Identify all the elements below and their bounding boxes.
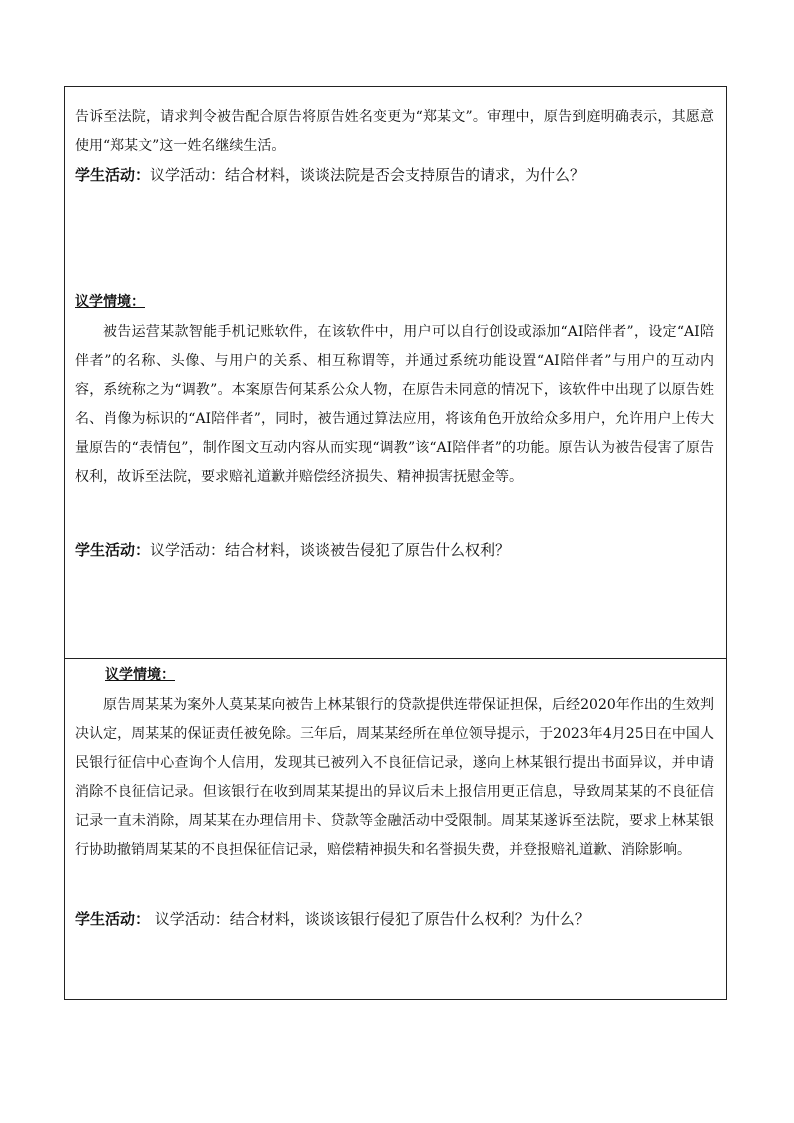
table-row [65,87,726,658]
activity-text: 议学活动：结合材料，谈谈法院是否会支持原告的请求，为什么？ [150,166,586,184]
scenario-paragraph-2: 原告周某某为案外人莫某某向被告上林某银行的贷款提供连带保证担保，后经2020年作出的生效判决认定，周某某的保证责任被免除。三年后，周某某经所在单位领导提示，于2023年4月25日在中国人民银行征信中心查询个人信用，发现其已被列入不良征信记录，遂向上林某银行提出书面异议，并申请消除不良征信记录。但该银行在收到周某某提出的异议后未上报信用更正信息，导致周某某的不良征信记录一直未消除，周某某在办理信用卡、贷款等金融活动中受限制。周某某遂诉至法院，要求上林某银行协助撤销周某某的不良担保征信记录，赔偿精神损失和名誉损失费，并登报赔礼道歉、消除影响。 [75,697,714,858]
continued-case-text: 告诉至法院，请求判令被告配合原告将原告姓名变更为“郑某文”。审理中，原告到庭明确表示，其愿意使用“郑某文”这一姓名继续生活。 [75,109,714,154]
table-row [65,658,726,1001]
heading-text: 议学情境： [105,667,175,683]
activity-label: 学生活动： [75,166,151,184]
activity-label: 学生活动： [75,910,151,928]
heading-text: 议学情境： [75,294,145,310]
activity-text: 议学活动：结合材料，谈谈该银行侵犯了原告什么权利？为什么？ [150,910,590,928]
activity-text: 议学活动：结合材料，谈谈被告侵犯了原告什么权利？ [150,541,511,559]
student-activity-2 [75,536,714,565]
activity-label: 学生活动： [75,541,151,559]
student-activity-3 [75,905,714,934]
scenario-heading-1 [75,288,714,317]
scenario-paragraph-1: 被告运营某款智能手机记账软件，在该软件中，用户可以自行创设或添加“AI陪伴者”，设定“AI陪伴者”的名称、头像、与用户的关系、相互称谓等，并通过系统功能设置“AI陪伴者”与用户的互动内容，系统称之为“调教”。本案原告何某系公众人物，在原告未同意的情况下，该软件中出现了以原告姓名、肖像为标识的“AI陪伴者”，同时，被告通过算法应用，将该角色开放给众多用户，允许用户上传大量原告的“表情包”，制作图文互动内容从而实现“调教”该“AI陪伴者”的功能。原告认为被告侵害了原告权利，故诉至法院，要求赔礼道歉并赔偿经济损失、精神损害抚慰金等。 [75,324,714,485]
lesson-table [64,86,727,1000]
student-activity-1 [75,161,714,190]
scenario-heading-2 [105,661,714,690]
